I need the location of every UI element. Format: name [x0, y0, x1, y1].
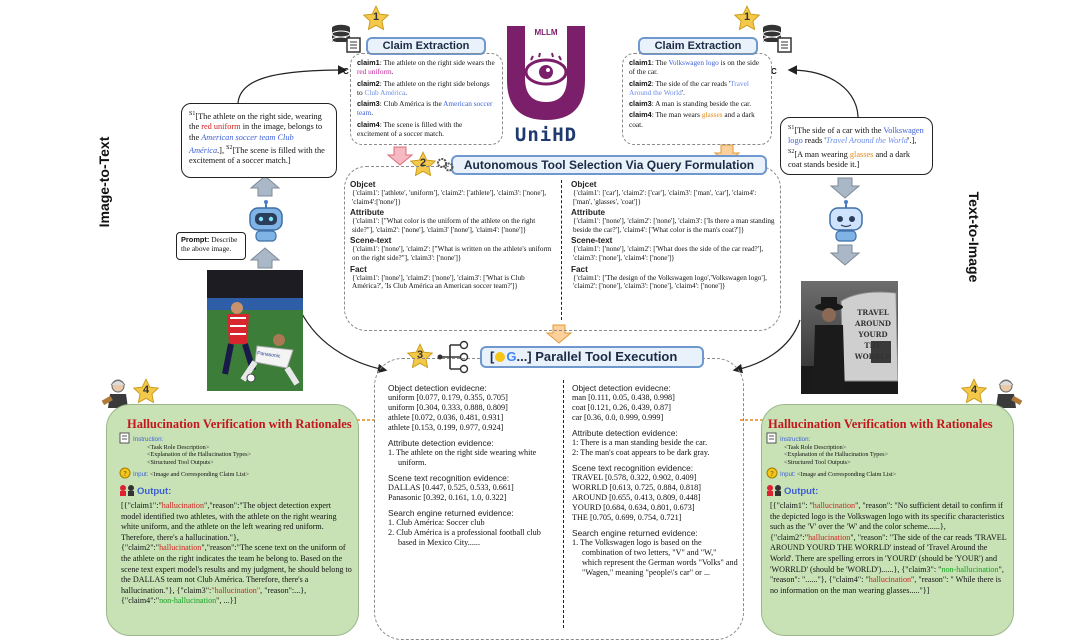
- query-right-fact: Fact {'claim1': ['The design of the Volkswagen logo','Volkswagen logo'], 'claim2': ['none'], 'claim3': ['none'], 'claim4': ['none']}: [571, 264, 767, 291]
- claim-right-2: claim2: The side of the car reads 'Travel Around the World'.: [629, 78, 749, 97]
- claim-right-3: claim3: A man is standing beside the car.: [629, 99, 752, 109]
- eye-logo-icon: [503, 22, 589, 126]
- svg-text:?: ?: [770, 470, 774, 478]
- object-evidence-right-heading: Object detection evidecne:: [572, 383, 671, 393]
- object-evidence-left-heading: Object detection evidecne:: [388, 383, 487, 393]
- jersey-text: Panasonic: [256, 350, 281, 360]
- c-mark-right: C: [771, 67, 777, 76]
- image-to-text-label: Image-to-Text: [96, 136, 112, 228]
- unihd-logo: [503, 22, 589, 150]
- instruction-label-right: Instruction:: [780, 436, 811, 443]
- soccer-photo: [207, 270, 303, 391]
- car-photo: [801, 281, 898, 394]
- search-evidence-left-heading: Search engine returned evidence:: [388, 508, 514, 518]
- claim-right-4: claim4: The man wears glasses and a dark coat.: [629, 110, 755, 129]
- logo-top-text: MLLM: [534, 28, 558, 37]
- claim-right-1: claim1: The Volkswagen logo is on the side of the car.: [629, 58, 759, 77]
- attribute-evidence-right-heading: Attribute detection evidence:: [572, 428, 678, 438]
- claim-extraction-title-left: Claim Extraction: [366, 37, 486, 55]
- input-line-left: Input: <Image and Corresponding Claim List>: [133, 471, 250, 478]
- arrow-image-up-left: [251, 248, 279, 268]
- step-badge-2: 2: [409, 151, 437, 179]
- query-left-attribute: Attribute {'claim1': ["What color is the uniform of the athlete on the right side?"], 'claim2': ['none'], 'claim3' ['none'], 'claim4': ['none']}: [350, 208, 536, 234]
- output-label-left: Output:: [137, 486, 172, 497]
- step-badge-3: 3: [406, 343, 434, 371]
- scene-evidence-right-heading: Scene text recognition evidence:: [572, 463, 694, 473]
- claim-left-2: claim2: The athlete on the right side belongs to Club América.: [357, 78, 490, 97]
- database-icon-left: [329, 22, 363, 56]
- output-label-right: Output:: [784, 486, 819, 497]
- output-icon-right: [766, 484, 782, 496]
- gears-icon: [436, 156, 454, 174]
- model-response-bubble-left: $^{S1}$[The athlete on the right side, wearing the red uniform in the image, belongs to the American soccer team Club América.], $^{S2}$[The scene is filled with the excitement of a soccer match.]: [181, 103, 337, 178]
- claim-list-left: [350, 53, 503, 145]
- query-left-fact: Fact {'claim1': ['none'], 'claim2': ['none'], 'claim3': ['What is Club América?', 'Is Club América an American soccer team?']}: [350, 264, 525, 291]
- query-left-column: [350, 178, 552, 291]
- instruction-label-left: Instruction:: [133, 436, 164, 443]
- tool-selection-title: Autonomous Tool Selection Via Query Formulation: [451, 155, 767, 175]
- search-evidence-right-heading: Search engine returned evidence:: [572, 528, 698, 538]
- claim-left-4: claim4: The scene is filled with the excitement of a soccer match.: [357, 119, 463, 139]
- verification-title-right: Hallucination Verification with Rationales: [768, 417, 993, 431]
- query-right-object: Objcet {'claim1': ['car'], 'claim2': ['car'], 'claim3': ['man', 'car'], 'claim4': ['man', 'glasses', 'coat']}: [571, 180, 757, 206]
- query-right-attribute: Attribute {'claim1': ['none'], 'claim2': ['none'], 'claim3': ['Is there a man standing beside the car?'], 'claim4': ['What color is the man's coat?']}: [571, 208, 775, 234]
- car-side-text: TRAVEL AROUND YOURD THE WORRLD: [854, 308, 892, 361]
- arrow-bubble-to-claims-left: [238, 70, 345, 103]
- c-mark-left: C: [343, 67, 349, 76]
- object-evidence-right: man [0.111, 0.05, 0.438, 0.998] coat [0.121, 0.26, 0.439, 0.87] car [0.36, 0.0, 0.999, 0.999]: [572, 393, 675, 422]
- instruction-icon-right: [766, 432, 778, 444]
- arrow-bubble-down-right: [831, 178, 859, 198]
- verification-panel-left: [106, 404, 359, 636]
- arrow-bubble-to-claims-right: [790, 70, 858, 122]
- claim-left-1: claim1: The athlete on the right side wears the red uniform.: [357, 58, 495, 77]
- svg-text:?: ?: [123, 470, 127, 478]
- query-left-object: Objcet {'claim1': ['athlete', 'uniform'], 'claim2': ['athlete'], 'claim3': ['none'], 'claim4':['none']}: [350, 180, 547, 206]
- robot-icon-left: [245, 200, 287, 242]
- step-badge-1-right: 1: [733, 5, 761, 33]
- tool-branch-icon: [436, 340, 478, 374]
- input-icon-right: [766, 467, 778, 479]
- step-badge-1-left: 1: [362, 5, 390, 33]
- instruction-icon-left: [119, 432, 131, 444]
- instruction-lines-left: <Task Role Description> <Explanation of the Hallucination Types> <Structured Tool Outputs>: [147, 444, 252, 466]
- text-to-image-label: Text-to-Image: [966, 191, 982, 283]
- scene-evidence-right: TRAVEL [0.578, 0.322, 0.902, 0.409] WORRLD [0.613, 0.725, 0.884, 0.818] AROUND [0.655, 0.413, 0.809, 0.448] YOURD [0.684, 0.634, 0.801, 0.673] THE [0.705, 0.699, 0.754, 0.721]: [572, 473, 701, 522]
- claim-left-3: claim3: Club América is the American soccer team.: [357, 99, 493, 118]
- step-badge-4-right: 4: [960, 378, 988, 406]
- arrow-robot-up-left: [251, 176, 279, 196]
- logo-bottom-text: UniHD: [514, 124, 578, 146]
- input-icon-left: [119, 467, 131, 479]
- claim-extraction-title-right: Claim Extraction: [638, 37, 758, 55]
- model-response-bubble-right: $^{S1}$[The side of a car with the Volkswagen logo reads 'Travel Around the World'.], $^{S2}$[A man wearing glasses and a dark coat stands beside it.]: [780, 117, 933, 175]
- evidence-left-column: [388, 378, 558, 548]
- emoji-face-icon: [495, 352, 505, 362]
- query-divider: [561, 180, 562, 320]
- attribute-evidence-right: 1: There is a man standing beside the car. 2: The man's coat appears to be dark gray.: [572, 438, 710, 457]
- instruction-lines-right: <Task Role Description> <Explanation of the Hallucination Types> <Structured Tool Outputs>: [784, 444, 889, 466]
- google-icon: G: [506, 349, 517, 364]
- attribute-evidence-left: 1. The athlete on the right side wearing white uniform.: [388, 448, 537, 467]
- search-evidence-right: 1. The Volkswagen logo is based on the combination of two letters, "V" and "W," which represent the German words "Volks" and "Wagen," meaning "people\'s car" or ...: [572, 538, 738, 577]
- input-line-right: Input: <Image and Corresponding Claim List>: [780, 471, 897, 478]
- attribute-evidence-left-heading: Attribute detection evidence:: [388, 438, 494, 448]
- query-right-scene-text: Scene-text {'claim1': ['none'], 'claim2': ['What does the side of the car read?'], 'claim3': ['none'], 'claim4': ['none']}: [571, 236, 764, 262]
- database-icon-right: [760, 22, 794, 56]
- query-left-scene-text: Scene-text {'claim1': ['none'], 'claim2': ["What is written on the athlete's uniform on the right side?"], 'claim3': ['none']}: [350, 236, 552, 262]
- arrow-robot-down-right: [831, 245, 859, 265]
- output-text-right: [{"claim1": "hallucination", "reason": "No sufficient detail to confirm if the depicted logo is the Volkswagen logo with its specific characteristics such as the 'V' over the 'W' and the color scheme......}, {"claim2":"hallucination", "reason": "The side of the car reads 'TRAVEL AROUND YOURD THE WORRLD' instead of 'Travel Around the World'. There are spelling errors in 'YOURD' (should be 'YOUR') and 'WORRLD' (should be 'WORLD')......}, {"claim3": "non-hallucination", "reason": "......"}, {"claim4": "hallucination", "reason": " While there is no information on the man wearing glasses....."}]: [770, 501, 1007, 595]
- scene-evidence-left: DALLAS [0.447, 0.525, 0.533, 0.661] Panasonic [0.392, 0.161, 1.0, 0.322]: [388, 483, 514, 502]
- step-badge-4-left: 4: [132, 378, 160, 406]
- prompt-box: Prompt: Describe the above image.: [176, 232, 246, 260]
- robot-icon-right: [825, 200, 867, 242]
- output-icon-left: [119, 484, 135, 496]
- verification-panel-right: [761, 404, 1014, 636]
- evidence-right-column: [572, 378, 738, 578]
- object-evidence-left: uniform [0.077, 0.179, 0.355, 0.705] uniform [0.304, 0.333, 0.888, 0.809] athlete [0.072, 0.036, 0.481, 0.931] athlete [0.153, 0.199, 0.977, 0.924]: [388, 393, 508, 432]
- claim-list-right: [622, 53, 772, 145]
- parallel-execution-title: [ G...] Parallel Tool Execution: [480, 346, 704, 368]
- scene-evidence-left-heading: Scene text recognition evidence:: [388, 473, 510, 483]
- query-right-column: [571, 178, 776, 291]
- evidence-divider: [563, 380, 564, 628]
- search-evidence-left: 1. Club América: Soccer club 2. Club América is a professional football club based in Mexico City......: [388, 518, 541, 547]
- output-text-left: [{"claim1":"hallucination","reason":"The object detection expert model identified two athletes, with the athlete on the right wearing white uniform, and the athlete on the left wearing red uniform. Therefore, there's a hallucination."}, {"claim2":"hallucination","reason":"The scene text on the uniform of the athlete on the right indicates the team he belong to. Based on the scene text expert model's results and my judgment, he should belong to the DALLAS team not Club América. Therefore, there's a hallucination."}, {"claim3":"hallucination", "reason":...}, {"claim4":"non-hallucination", ...}]: [121, 501, 352, 606]
- verification-title-left: Hallucination Verification with Rationales: [127, 417, 352, 431]
